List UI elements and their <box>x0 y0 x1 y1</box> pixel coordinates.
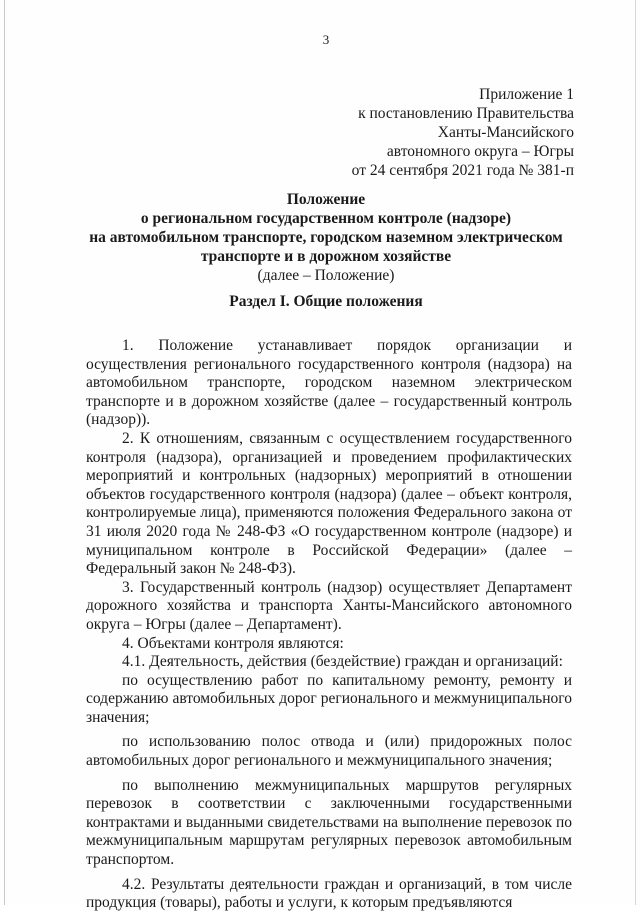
paragraph: 3. Государственный контроль (надзор) осуществляет Департамент дорожного хозяйства и транспорта Ханты-Мансийского автономного округа – Югры (далее – Департамент). <box>86 578 572 633</box>
document-body <box>86 337 572 913</box>
appendix-line: Ханты-Мансийского <box>437 124 574 141</box>
appendix-line: автономного округа – Югры <box>386 143 574 160</box>
appendix-line: к постановлению Правительства <box>358 105 574 122</box>
appendix-header <box>352 85 574 180</box>
paragraph: 4.1. Деятельность, действия (бездействие) граждан и организаций: <box>122 653 563 671</box>
scan-edge-left <box>4 0 5 905</box>
paragraph: по осуществлению работ по капитальному ремонту, ремонту и содержанию автомобильных дорог регионального и межмуниципального значения; <box>86 671 572 726</box>
scan-edge-right <box>635 0 636 905</box>
paragraph: по выполнению межмуниципальных маршрутов регулярных перевозок в соответствии с заключенными государственными контрактами и выданными свидетельствами на выполнение перевозок по межмуниципальным маршрутам регулярных перевозок автомобильным транспортом. <box>86 776 572 869</box>
title-line: о региональном государственном контроле (надзоре) <box>140 210 512 227</box>
paragraph: 2. К отношениям, связанным с осуществлением государственного контроля (надзора), организацией и проведением профилактических мероприятий и контрольных (надзорных) мероприятий в отношении объектов государственного контроля (надзора) (далее – объект контроля, контролируемые лица), применяются положения Федерального закона от 31 июля 2020 года № 248-ФЗ «О государственном контроле (надзоре) и муниципальном контроле в Российской Федерации» (далее – Федеральный закон № 248-ФЗ). <box>86 429 572 578</box>
title-line: на автомобильном транспорте, городском наземном электрическом <box>89 229 563 246</box>
appendix-line: Приложение 1 <box>479 86 574 103</box>
paragraph: 4.2. Результаты деятельности граждан и организаций, в том числе продукция (товары), работы и услуги, к которым предъявляются <box>86 875 572 912</box>
paragraph: 4. Объектами контроля являются: <box>122 634 344 652</box>
paragraph: по использованию полос отвода и (или) придорожных полос автомобильных дорог регионального и межмуниципального значения; <box>86 733 572 770</box>
page-number: 3 <box>322 32 330 47</box>
title-note: (далее – Положение) <box>257 267 395 284</box>
section-heading: Раздел I. Общие положения <box>229 293 423 310</box>
title-line: транспорте и в дорожном хозяйстве <box>200 248 452 265</box>
document-title <box>60 190 592 285</box>
paragraph: 1. Положение устанавливает порядок организации и осуществления регионального государственного контроля (надзора) на автомобильном транспорте, городском наземном электрическом транспорте и в дорожном хозяйстве (далее – государственный контроль (надзор)). <box>86 337 572 429</box>
appendix-line: от 24 сентября 2021 года № 381-п <box>351 162 574 179</box>
title-line: Положение <box>286 191 366 208</box>
